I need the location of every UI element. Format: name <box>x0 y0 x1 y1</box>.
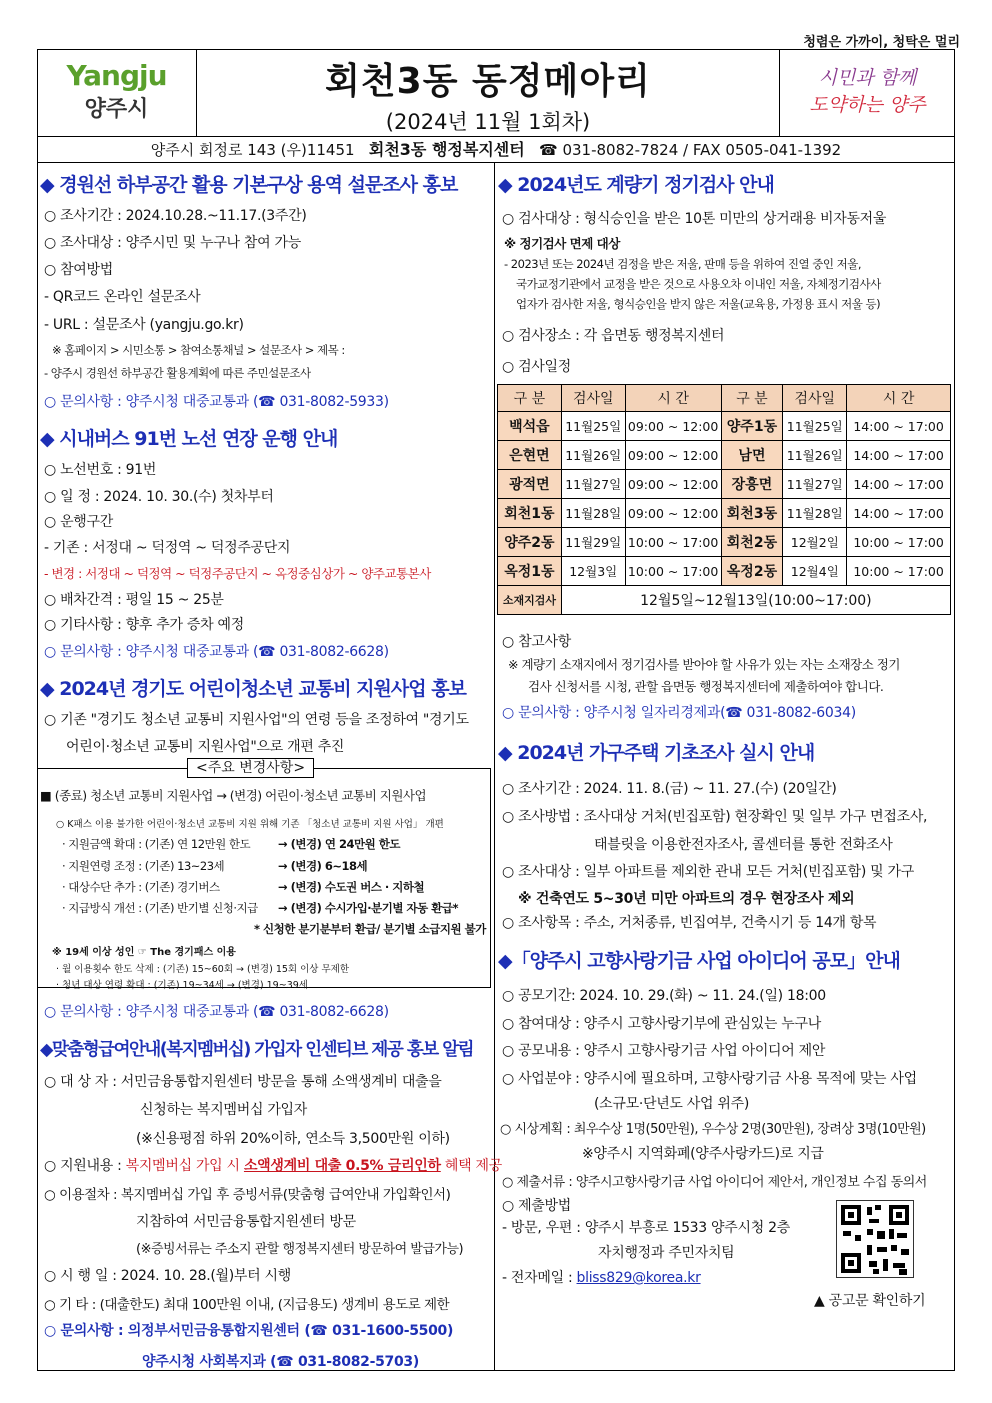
table-cell: 12월4일 <box>783 557 847 586</box>
table-row <box>498 441 951 470</box>
table-cell: 옥정1동 <box>498 557 562 586</box>
email-link[interactable]: bliss829@korea.kr <box>576 1270 701 1286</box>
table-cell: 12월3일 <box>561 557 625 586</box>
survey-url: - URL : 설문조사 (yangju.go.kr) <box>44 317 244 333</box>
section-title-youth: ◆ 2024년 경기도 어린이청소년 교통비 지원사업 홍보 <box>40 678 466 700</box>
bus-etc: ○ 기타사항 : 향후 추가 증차 예정 <box>44 617 244 633</box>
page-subtitle: (2024년 11월 1회차) <box>385 110 591 134</box>
table-cell: 11월27일 <box>783 470 847 499</box>
welfare-target-1: ○ 대 상 자 : 서민금융통합지원센터 방문을 통해 소액생계비 대출을 <box>44 1074 442 1090</box>
survey-qr: - QR코드 온라인 설문조사 <box>44 289 201 305</box>
qr-code-icon[interactable] <box>836 1200 914 1278</box>
bus-date: ○ 일 정 : 2024. 10. 30.(수) 첫차부터 <box>44 489 274 505</box>
bus-number: ○ 노선번호 : 91번 <box>44 462 157 478</box>
table-cell: 남면 <box>721 441 783 470</box>
change-transport-new: → (변경) 수도권 버스 · 지하철 <box>278 880 425 894</box>
welfare-benefit-rate: 소액생계비 대출 0.5% 금리인하 <box>243 1158 441 1174</box>
table-row <box>498 557 951 586</box>
changes-box-title: <주요 변경사항> <box>187 758 314 778</box>
housing-exempt: ※ 건축연도 5~30년 미만 아파트의 경우 현장조사 제외 <box>518 891 855 907</box>
hometown-period: ○ 공모기간: 2024. 10. 29.(화) ~ 11. 24.(일) 18:00 <box>502 988 826 1004</box>
housing-target: ○ 조사대상 : 일부 아파트를 제외한 관내 모든 거처(빈집포함) 및 가구 <box>502 864 914 880</box>
table-cell: 회천3동 <box>721 499 783 528</box>
welfare-process-3: (※증빙서류는 주소지 관할 행정복지센터 방문하여 발급가능) <box>136 1242 464 1257</box>
bus-interval: ○ 배차간격 : 평일 15 ~ 25분 <box>44 592 224 608</box>
table-cell: 회천1동 <box>498 499 562 528</box>
qr-caption: ▲ 공고문 확인하기 <box>814 1293 926 1309</box>
table-cell: 09:00 ~ 12:00 <box>625 470 721 499</box>
table-cell: 11월28일 <box>561 499 625 528</box>
youth-desc-2: 어린이·청소년 교통비 지원사업"으로 개편 추진 <box>66 739 345 755</box>
welfare-etc: ○ 기 타 : (대출한도) 최대 100만원 이내, (지급용도) 생계비 용도로 제한 <box>44 1297 450 1313</box>
change-kpass: ○ K패스 이용 불가한 어린이·청소년 교통비 지원 위해 기존 「청소년 교통비 지원 사업」 개편 <box>56 819 444 830</box>
section-title-hometown: ◆「양주시 고향사랑기금 사업 아이디어 공모」안내 <box>498 950 900 972</box>
table-cell: 11월26일 <box>561 441 625 470</box>
table-cell: 백석읍 <box>498 412 562 441</box>
welfare-process-2: 지참하여 서민금융통합지원센터 방문 <box>136 1214 356 1230</box>
center-name: 회천3동 행정복지센터 <box>368 140 525 159</box>
change-main: ■ (종료) 청소년 교통비 지원사업 → (변경) 어린이·청소년 교통비 지원사업 <box>40 788 427 803</box>
section-title-welfare: ◆맞춤형급여안내(복지멤버십) 가입자 인센티브 제공 홍보 알림 <box>40 1040 474 1060</box>
hometown-prize: ○ 시상계획 : 최우수상 1명(50만원), 우수상 2명(30만원), 장려상 3명(10만원) <box>500 1122 926 1137</box>
bus-contact: ○ 문의사항 : 양주시청 대중교통과 (☎ 031-8082-6628) <box>44 644 389 660</box>
housing-method-2: 태블릿을 이용한전자조사, 콜센터를 통한 전화조사 <box>594 837 893 853</box>
change-payment-new: → (변경) 수시가입·분기별 자동 환급* <box>278 901 458 915</box>
survey-period: ○ 조사기간 : 2024.10.28.~11.17.(3주간) <box>44 208 307 224</box>
bus-route-old: - 기존 : 서정대 ~ 덕정역 ~ 덕정주공단지 <box>44 540 291 556</box>
hometown-docs: ○ 제출서류 : 양주시고향사랑기금 사업 아이디어 제안서, 개인정보 수집 동의서 <box>502 1175 927 1190</box>
change-age: · 지원연령 조정 : (기존) 13~23세 <box>62 859 225 873</box>
hometown-content: ○ 공모내용 : 양주시 고향사랑기금 사업 아이디어 제안 <box>502 1043 826 1059</box>
scale-note-1: ※ 계량기 소재지에서 정기검사를 받아야 할 사유가 있는 자는 소재장소 정기 <box>508 657 900 672</box>
table-cell: 12월5일~12월13일(10:00~17:00) <box>561 586 950 615</box>
scale-place: ○ 검사장소 : 각 읍면동 행정복지센터 <box>502 328 725 344</box>
welfare-benefit-tail: 혜택 제공 <box>440 1158 502 1174</box>
table-cell: 은현면 <box>498 441 562 470</box>
table-cell: 11월28일 <box>783 499 847 528</box>
scale-exempt-2: 국가교정기관에서 교정을 받은 것으로 사용오차 이내인 저울, 자체정기검사사 <box>516 277 881 291</box>
section-title-housing: ◆ 2024년 가구주택 기초조사 실시 안내 <box>498 742 815 764</box>
scale-exempt-1: - 2023년 또는 2024년 검정을 받은 저울, 판매 등을 위하여 진열 중인 저울, <box>504 257 861 271</box>
housing-items: ○ 조사항목 : 주소, 거처종류, 빈집여부, 건축시기 등 14개 항목 <box>502 915 877 931</box>
table-cell: 10:00 ~ 17:00 <box>625 557 721 586</box>
bus-route: ○ 운행구간 <box>44 514 113 530</box>
table-cell: 09:00 ~ 12:00 <box>625 499 721 528</box>
table-cell: 광적면 <box>498 470 562 499</box>
table-cell: 11월25일 <box>561 412 625 441</box>
table-cell: 소재지검사 <box>498 586 562 615</box>
table-cell: 양주2동 <box>498 528 562 557</box>
table-header: 검사일 <box>783 385 847 412</box>
survey-target: ○ 조사대상 : 양주시민 및 누구나 참여 가능 <box>44 235 301 251</box>
housing-period: ○ 조사기간 : 2024. 11. 8.(금) ~ 11. 27.(수) (20일간) <box>502 781 837 797</box>
hometown-visit-2: 자치행정과 주민자치팀 <box>598 1245 735 1261</box>
table-header: 구 분 <box>498 385 562 412</box>
table-header: 시 간 <box>847 385 951 412</box>
section-title-scale: ◆ 2024년도 계량기 정기검사 안내 <box>498 174 774 196</box>
table-cell: 장흥면 <box>721 470 783 499</box>
survey-path: ※ 홈페이지 > 시민소통 > 참여소통채널 > 설문조사 > 제목 : <box>52 343 345 357</box>
scale-contact: ○ 문의사항 : 양주시청 일자리경제과(☎ 031-8082-6034) <box>502 705 856 721</box>
table-cell: 14:00 ~ 17:00 <box>847 470 951 499</box>
welfare-target-3: (※신용평점 하위 20%이하, 연소득 3,500만원 이하) <box>136 1131 450 1147</box>
address-bar <box>37 137 955 163</box>
page-title: 회천3동 동정메아리 <box>325 61 651 102</box>
scale-target: ○ 검사대상 : 형식승인을 받은 10톤 미만의 상거래용 비자동저울 <box>502 211 887 227</box>
welfare-contact-1: ○ 문의사항 : 의정부서민금융통합지원센터 (☎ 031-1600-5500) <box>44 1323 454 1339</box>
brand-line1: 시민과 함께 <box>818 67 917 89</box>
title-box <box>197 49 779 137</box>
scale-schedule: ○ 검사일정 <box>502 359 571 375</box>
youth-contact: ○ 문의사항 : 양주시청 대중교통과 (☎ 031-8082-6628) <box>44 1004 389 1020</box>
table-cell: 10:00 ~ 17:00 <box>847 557 951 586</box>
hometown-email <box>502 1267 701 1287</box>
welfare-benefit-label: ○ 지원내용 : <box>44 1158 126 1174</box>
hometown-field-1: ○ 사업분야 : 양주시에 필요하며, 고향사랑기금 사용 목적에 맞는 사업 <box>502 1071 917 1087</box>
slogan: 청렴은 가까이, 청탁은 멀리 <box>803 35 960 50</box>
brand-line2: 도약하는 양주 <box>809 94 926 116</box>
address: 양주시 회정로 143 (우)11451 <box>150 141 355 159</box>
table-cell: 11월27일 <box>561 470 625 499</box>
table-cell: 09:00 ~ 12:00 <box>625 441 721 470</box>
welfare-benefit-cond: 복지멤버십 가입 시 <box>125 1158 244 1174</box>
table-cell: 10:00 ~ 17:00 <box>847 528 951 557</box>
youth-desc-1: ○ 기존 "경기도 청소년 교통비 지원사업"의 연령 등을 조정하여 "경기도 <box>44 712 469 728</box>
welfare-contact-2: 양주시청 사회복지과 (☎ 031-8082-5703) <box>142 1354 419 1370</box>
scale-exempt-3: 업자가 검사한 저울, 형식승인을 받지 않은 저울(교육용, 가정용 표시 저울 등) <box>516 297 881 311</box>
welfare-target-2: 신청하는 복지멤버십 가입자 <box>140 1102 307 1118</box>
table-cell: 양주1동 <box>721 412 783 441</box>
table-cell: 11월25일 <box>783 412 847 441</box>
survey-contact: ○ 문의사항 : 양주시청 대중교통과 (☎ 031-8082-5933) <box>44 394 389 410</box>
table-header: 시 간 <box>625 385 721 412</box>
survey-subject: - 양주시 경원선 하부공간 활용계획에 따른 주민설문조사 <box>44 366 311 380</box>
table-row <box>498 499 951 528</box>
table-cell: 10:00 ~ 17:00 <box>625 528 721 557</box>
change-amount: · 지원금액 확대 : (기존) 연 12만원 한도 <box>62 837 251 851</box>
bus-route-new: - 변경 : 서정대 ~ 덕정역 ~ 덕정주공단지 ~ 옥정중심상가 ~ 양주교통본사 <box>44 566 431 581</box>
scale-note-2: 검사 신청서를 시청, 관할 읍면동 행정복지센터에 제출하여야 합니다. <box>528 679 884 694</box>
hometown-field-2: (소규모·단년도 사업 위주) <box>594 1096 750 1112</box>
table-cell: 옥정2동 <box>721 557 783 586</box>
adult-age: · 청년 대상 연령 확대 : (기존) 19~34세 → (변경) 19~39세 <box>56 980 308 991</box>
welfare-date: ○ 시 행 일 : 2024. 10. 28.(월)부터 시행 <box>44 1268 291 1284</box>
table-row <box>498 528 951 557</box>
adult-limit: · 월 이용횟수 한도 삭제 : (기존) 15~60회 → (변경) 15회 이상 무제한 <box>56 964 350 975</box>
column-divider <box>494 163 495 1371</box>
logo-ko: 양주시 <box>84 97 149 122</box>
inspection-schedule-table <box>497 384 951 615</box>
header <box>37 49 955 137</box>
table-header-row <box>498 385 951 412</box>
table-row <box>498 586 951 615</box>
contact-tel: ☎ 031-8082-7824 / FAX 0505-041-1392 <box>539 141 842 159</box>
hometown-target: ○ 참여대상 : 양주시 고향사랑기부에 관심있는 누구나 <box>502 1016 821 1032</box>
brand-slogan <box>779 49 955 137</box>
logo-en: Yangju <box>66 59 167 92</box>
change-age-new: → (변경) 6~18세 <box>278 859 368 873</box>
hometown-visit-1: - 방문, 우편 : 양주시 부흥로 1533 양주시청 2층 <box>502 1220 790 1236</box>
welfare-benefit <box>44 1155 502 1175</box>
table-cell: 14:00 ~ 17:00 <box>847 412 951 441</box>
change-transport: · 대상수단 추가 : (기존) 경기버스 <box>62 880 220 894</box>
section-title-survey: ◆ 경원선 하부공간 활용 기본구상 용역 설문조사 홍보 <box>40 174 458 196</box>
email-label: - 전자메일 : <box>502 1270 577 1286</box>
scale-note: ○ 참고사항 <box>502 634 571 650</box>
table-header: 검사일 <box>561 385 625 412</box>
change-note: * 신청한 분기분부터 환급/ 분기별 소급지원 불가 <box>254 922 486 936</box>
city-logo <box>37 49 197 137</box>
welfare-process-1: ○ 이용절차 : 복지멤버십 가입 후 증빙서류(맞춤형 급여안내 가입확인서) <box>44 1187 451 1203</box>
survey-method: ○ 참여방법 <box>44 262 113 278</box>
table-cell: 09:00 ~ 12:00 <box>625 412 721 441</box>
hometown-submit: ○ 제출방법 <box>502 1198 571 1214</box>
table-cell: 11월26일 <box>783 441 847 470</box>
change-amount-new: → (변경) 연 24만원 한도 <box>278 837 400 851</box>
table-cell: 11월29일 <box>561 528 625 557</box>
section-title-bus: ◆ 시내버스 91번 노선 연장 운행 안내 <box>40 428 338 450</box>
table-cell: 14:00 ~ 17:00 <box>847 499 951 528</box>
scale-exempt: ※ 정기검사 면제 대상 <box>504 236 620 251</box>
housing-method-1: ○ 조사방법 : 조사대상 거처(빈집포함) 현장확인 및 일부 가구 면접조사, <box>502 809 928 825</box>
table-cell: 회천2동 <box>721 528 783 557</box>
table-cell: 14:00 ~ 17:00 <box>847 441 951 470</box>
change-payment: · 지급방식 개선 : (기존) 반기별 신청·지급 <box>62 901 258 915</box>
table-header: 구 분 <box>721 385 783 412</box>
hometown-prize-note: ※양주시 지역화폐(양주사랑카드)로 지급 <box>582 1146 824 1162</box>
table-row <box>498 412 951 441</box>
adult-note: ※ 19세 이상 성인 ☞ The 경기패스 이용 <box>52 947 236 958</box>
table-cell: 12월2일 <box>783 528 847 557</box>
table-row <box>498 470 951 499</box>
